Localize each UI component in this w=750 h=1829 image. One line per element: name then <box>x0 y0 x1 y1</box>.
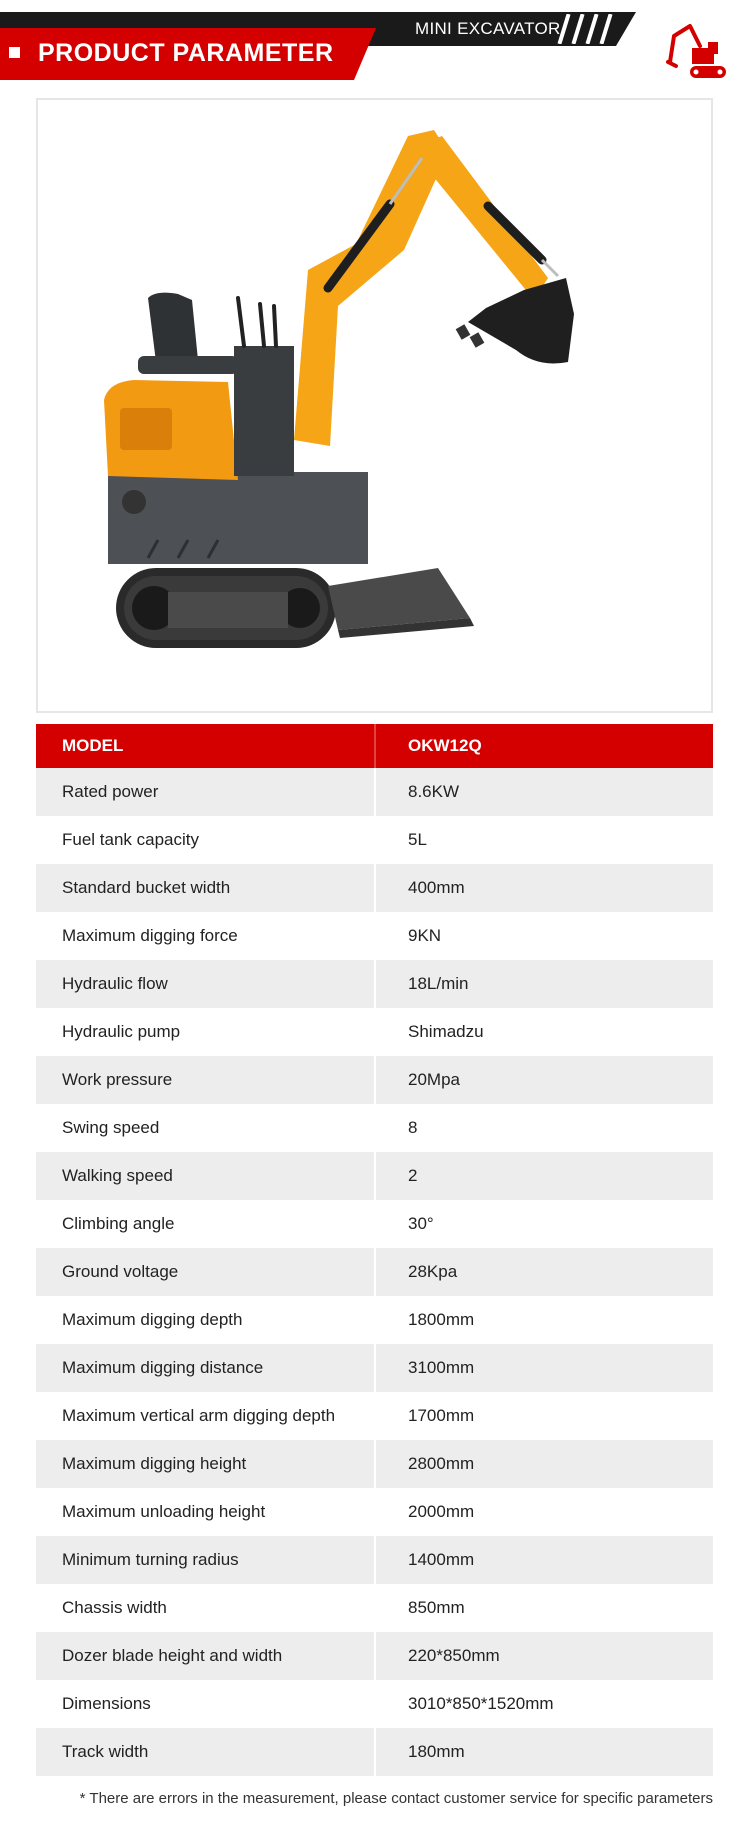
table-row <box>36 1296 713 1344</box>
spec-value: 8 <box>375 1104 713 1152</box>
table-row <box>36 960 713 1008</box>
spec-label: Minimum turning radius <box>36 1536 375 1584</box>
spec-value: 9KN <box>375 912 713 960</box>
table-row <box>36 1728 713 1776</box>
spec-label: Rated power <box>36 768 375 816</box>
spec-label: Maximum digging height <box>36 1440 375 1488</box>
spec-label: Maximum vertical arm digging depth <box>36 1392 375 1440</box>
spec-label: Hydraulic pump <box>36 1008 375 1056</box>
spec-value: 5L <box>375 816 713 864</box>
table-row <box>36 1488 713 1536</box>
spec-value: 2 <box>375 1152 713 1200</box>
spec-value: 850mm <box>375 1584 713 1632</box>
product-image-frame <box>36 98 713 713</box>
spec-label: Walking speed <box>36 1152 375 1200</box>
spec-value: 1700mm <box>375 1392 713 1440</box>
spec-value: 3010*850*1520mm <box>375 1680 713 1728</box>
footnote: * There are errors in the measurement, please contact customer service for specific parameters <box>79 1790 713 1807</box>
spec-value: 220*850mm <box>375 1632 713 1680</box>
spec-label: Standard bucket width <box>36 864 375 912</box>
header-banner <box>0 0 750 92</box>
spec-value: 20Mpa <box>375 1056 713 1104</box>
table-row <box>36 1440 713 1488</box>
table-row <box>36 912 713 960</box>
mini-excavator-image <box>38 100 711 711</box>
table-row <box>36 864 713 912</box>
spec-table <box>36 724 713 1776</box>
table-row <box>36 768 713 816</box>
spec-value: 400mm <box>375 864 713 912</box>
table-row <box>36 816 713 864</box>
spec-label: Climbing angle <box>36 1200 375 1248</box>
table-row <box>36 1248 713 1296</box>
spec-value: 8.6KW <box>375 768 713 816</box>
spec-label: Maximum unloading height <box>36 1488 375 1536</box>
table-row <box>36 1536 713 1584</box>
spec-label: Ground voltage <box>36 1248 375 1296</box>
spec-label: Chassis width <box>36 1584 375 1632</box>
table-row <box>36 1632 713 1680</box>
spec-label: Swing speed <box>36 1104 375 1152</box>
table-row <box>36 1344 713 1392</box>
spec-label: Maximum digging distance <box>36 1344 375 1392</box>
spec-value: 28Kpa <box>375 1248 713 1296</box>
spec-label: Dozer blade height and width <box>36 1632 375 1680</box>
table-row <box>36 1200 713 1248</box>
spec-value: 30° <box>375 1200 713 1248</box>
spec-label: Maximum digging depth <box>36 1296 375 1344</box>
column-header-value: OKW12Q <box>375 724 713 768</box>
spec-value: 1800mm <box>375 1296 713 1344</box>
spec-label: Work pressure <box>36 1056 375 1104</box>
spec-label: Dimensions <box>36 1680 375 1728</box>
decorative-slashes-icon <box>556 14 620 44</box>
table-header-row <box>36 724 713 768</box>
spec-label: Track width <box>36 1728 375 1776</box>
table-row <box>36 1680 713 1728</box>
spec-table-body <box>36 768 713 1776</box>
spec-value: Shimadzu <box>375 1008 713 1056</box>
spec-value: 2000mm <box>375 1488 713 1536</box>
spec-label: Maximum digging force <box>36 912 375 960</box>
column-header-label: MODEL <box>36 724 375 768</box>
table-row <box>36 1104 713 1152</box>
spec-value: 18L/min <box>375 960 713 1008</box>
table-row <box>36 1008 713 1056</box>
spec-value: 180mm <box>375 1728 713 1776</box>
table-row <box>36 1392 713 1440</box>
table-row <box>36 1152 713 1200</box>
spec-label: Hydraulic flow <box>36 960 375 1008</box>
spec-value: 1400mm <box>375 1536 713 1584</box>
spec-value: 3100mm <box>375 1344 713 1392</box>
table-row <box>36 1056 713 1104</box>
spec-value: 2800mm <box>375 1440 713 1488</box>
spec-label: Fuel tank capacity <box>36 816 375 864</box>
excavator-icon <box>664 22 736 82</box>
header-subtitle: MINI EXCAVATOR <box>415 19 561 38</box>
table-row <box>36 1584 713 1632</box>
header-bullet <box>9 47 20 58</box>
page-title: PRODUCT PARAMETER <box>38 39 334 67</box>
